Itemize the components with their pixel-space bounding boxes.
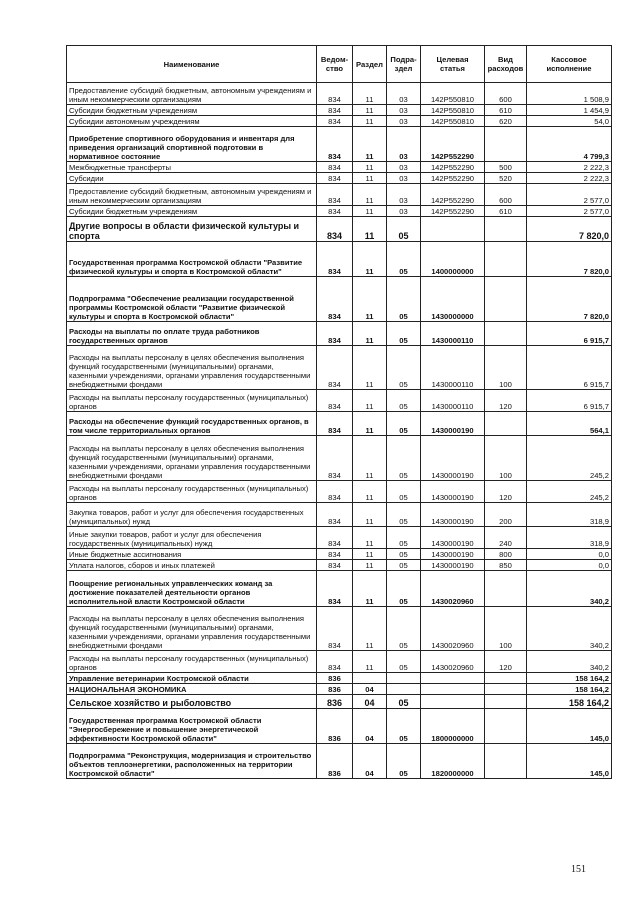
row-section: 11: [353, 571, 387, 607]
table-row: [67, 127, 612, 162]
row-target: [421, 695, 485, 709]
table-row: [67, 184, 612, 206]
row-name: Управление ветеринарии Костромской области: [67, 673, 317, 684]
table-body: [67, 83, 612, 779]
row-target: 1430000110: [421, 322, 485, 346]
row-name: Предоставление субсидий бюджетным, автономным учреждениям и иным некоммерческим организациям: [67, 83, 317, 105]
header-subsection: Подра- здел: [387, 46, 421, 83]
row-type: [485, 242, 527, 277]
row-name: Иные закупки товаров, работ и услуг для обеспечения государственных (муниципальных) нужд: [67, 527, 317, 549]
row-target: 142P552290: [421, 184, 485, 206]
row-type: 100: [485, 436, 527, 481]
row-section: 11: [353, 206, 387, 217]
row-target: 1430000190: [421, 412, 485, 436]
row-subsection: 03: [387, 173, 421, 184]
row-name: Субсидии: [67, 173, 317, 184]
row-section: 11: [353, 346, 387, 390]
row-type: [485, 571, 527, 607]
header-exec: Кассовое исполнение: [527, 46, 612, 83]
table-row: [67, 322, 612, 346]
row-type: 240: [485, 527, 527, 549]
table-row: [67, 549, 612, 560]
row-subsection: 05: [387, 560, 421, 571]
row-section: 11: [353, 322, 387, 346]
row-amount: 7 820,0: [527, 217, 612, 242]
row-type: 600: [485, 184, 527, 206]
row-target: 142P550810: [421, 105, 485, 116]
row-type: [485, 277, 527, 322]
table-row: [67, 651, 612, 673]
row-name: Приобретение спортивного оборудования и инвентаря для приведения организаций спортивной подготовки в нормативное состояние: [67, 127, 317, 162]
table-header-row: [67, 46, 612, 83]
row-subsection: 03: [387, 184, 421, 206]
row-dept: 834: [317, 503, 353, 527]
row-section: 11: [353, 436, 387, 481]
row-target: 142P550810: [421, 116, 485, 127]
row-dept: 834: [317, 277, 353, 322]
row-dept: 834: [317, 83, 353, 105]
row-subsection: 03: [387, 116, 421, 127]
header-section: Раздел: [353, 46, 387, 83]
table-row: [67, 503, 612, 527]
row-dept: 834: [317, 607, 353, 651]
row-dept: 836: [317, 709, 353, 744]
row-amount: 2 577,0: [527, 206, 612, 217]
row-section: 11: [353, 607, 387, 651]
row-amount: 2 577,0: [527, 184, 612, 206]
row-name: Субсидии бюджетным учреждениям: [67, 206, 317, 217]
row-amount: 2 222,3: [527, 162, 612, 173]
row-amount: 318,9: [527, 527, 612, 549]
header-type: Вид расходов: [485, 46, 527, 83]
row-dept: 834: [317, 346, 353, 390]
row-dept: 834: [317, 651, 353, 673]
row-dept: 834: [317, 527, 353, 549]
row-section: 04: [353, 709, 387, 744]
row-type: [485, 673, 527, 684]
row-subsection: 03: [387, 83, 421, 105]
page-number: 151: [571, 864, 586, 875]
row-target: 1430000190: [421, 560, 485, 571]
row-target: 142P552290: [421, 206, 485, 217]
row-dept: 834: [317, 127, 353, 162]
row-name: Сельское хозяйство и рыболовство: [67, 695, 317, 709]
table-row: [67, 607, 612, 651]
row-target: 142P550810: [421, 83, 485, 105]
row-type: [485, 684, 527, 695]
row-subsection: 03: [387, 105, 421, 116]
row-amount: 6 915,7: [527, 390, 612, 412]
row-dept: 836: [317, 695, 353, 709]
row-type: [485, 412, 527, 436]
table-row: [67, 481, 612, 503]
table-row: [67, 206, 612, 217]
row-amount: 1 508,9: [527, 83, 612, 105]
row-dept: 834: [317, 206, 353, 217]
row-subsection: [387, 684, 421, 695]
row-amount: 0,0: [527, 549, 612, 560]
row-type: 800: [485, 549, 527, 560]
row-name: Иные бюджетные ассигнования: [67, 549, 317, 560]
row-amount: 340,2: [527, 571, 612, 607]
row-amount: 158 164,2: [527, 673, 612, 684]
row-subsection: 05: [387, 744, 421, 779]
row-name: Расходы на выплаты персоналу государственных (муниципальных) органов: [67, 651, 317, 673]
row-amount: 7 820,0: [527, 242, 612, 277]
row-dept: 836: [317, 684, 353, 695]
row-dept: 834: [317, 162, 353, 173]
row-subsection: 05: [387, 346, 421, 390]
row-target: 1400000000: [421, 242, 485, 277]
row-type: 120: [485, 481, 527, 503]
row-subsection: 05: [387, 695, 421, 709]
table-row: [67, 217, 612, 242]
row-subsection: 05: [387, 242, 421, 277]
row-type: 610: [485, 206, 527, 217]
row-section: 11: [353, 127, 387, 162]
row-dept: 834: [317, 390, 353, 412]
table-row: [67, 83, 612, 105]
row-section: 11: [353, 503, 387, 527]
row-dept: 834: [317, 481, 353, 503]
row-amount: 158 164,2: [527, 684, 612, 695]
row-dept: 836: [317, 673, 353, 684]
row-subsection: 05: [387, 651, 421, 673]
row-dept: 834: [317, 184, 353, 206]
budget-table: [66, 45, 612, 779]
row-type: 500: [485, 162, 527, 173]
row-section: 04: [353, 695, 387, 709]
row-name: Расходы на выплаты персоналу государственных (муниципальных) органов: [67, 390, 317, 412]
row-dept: 834: [317, 217, 353, 242]
row-type: 200: [485, 503, 527, 527]
row-amount: 158 164,2: [527, 695, 612, 709]
table-row: [67, 242, 612, 277]
row-amount: 7 820,0: [527, 277, 612, 322]
row-dept: 834: [317, 549, 353, 560]
row-amount: 145,0: [527, 744, 612, 779]
table-row: [67, 436, 612, 481]
row-subsection: 05: [387, 277, 421, 322]
row-section: 11: [353, 242, 387, 277]
row-subsection: 05: [387, 436, 421, 481]
table-row: [67, 105, 612, 116]
row-target: 142P552290: [421, 162, 485, 173]
row-dept: 834: [317, 105, 353, 116]
row-amount: 2 222,3: [527, 173, 612, 184]
table-row: [67, 162, 612, 173]
row-amount: 318,9: [527, 503, 612, 527]
row-target: 1430020960: [421, 651, 485, 673]
row-name: Предоставление субсидий бюджетным, автономным учреждениям и иным некоммерческим организациям: [67, 184, 317, 206]
row-target: 1430000190: [421, 436, 485, 481]
row-type: 600: [485, 83, 527, 105]
row-amount: 6 915,7: [527, 322, 612, 346]
row-name: Субсидии бюджетным учреждениям: [67, 105, 317, 116]
row-section: 11: [353, 184, 387, 206]
table-row: [67, 560, 612, 571]
row-target: 1430000000: [421, 277, 485, 322]
row-subsection: 05: [387, 217, 421, 242]
table-row: [67, 695, 612, 709]
row-target: [421, 684, 485, 695]
row-section: 11: [353, 277, 387, 322]
row-section: 11: [353, 217, 387, 242]
row-name: Расходы на выплаты по оплате труда работников государственных органов: [67, 322, 317, 346]
row-amount: 1 454,9: [527, 105, 612, 116]
row-name: Государственная программа Костромской области "Развитие физической культуры и спорта в Костромской области": [67, 242, 317, 277]
row-name: Расходы на выплаты персоналу в целях обеспечения выполнения функций государственными (муниципальными) органами, казенными учреждениями, органами управления государственными внебюджетными фондами: [67, 607, 317, 651]
row-dept: 836: [317, 744, 353, 779]
row-name: Расходы на обеспечение функций государственных органов, в том числе территориальных органов: [67, 412, 317, 436]
row-type: 120: [485, 651, 527, 673]
row-section: 11: [353, 173, 387, 184]
row-target: 1430000190: [421, 549, 485, 560]
row-subsection: [387, 673, 421, 684]
header-dept: Ведом- ство: [317, 46, 353, 83]
row-amount: 145,0: [527, 709, 612, 744]
row-amount: 245,2: [527, 481, 612, 503]
row-amount: 6 915,7: [527, 346, 612, 390]
row-type: 610: [485, 105, 527, 116]
row-target: 1430020960: [421, 571, 485, 607]
row-dept: 834: [317, 412, 353, 436]
row-subsection: 05: [387, 503, 421, 527]
row-amount: 564,1: [527, 412, 612, 436]
row-target: 1430000190: [421, 481, 485, 503]
row-type: [485, 744, 527, 779]
table-row: [67, 173, 612, 184]
row-type: [485, 695, 527, 709]
row-dept: 834: [317, 116, 353, 127]
row-section: 11: [353, 162, 387, 173]
row-dept: 834: [317, 560, 353, 571]
row-target: 1430000110: [421, 390, 485, 412]
row-name: НАЦИОНАЛЬНАЯ ЭКОНОМИКА: [67, 684, 317, 695]
row-type: [485, 217, 527, 242]
row-name: Расходы на выплаты персоналу в целях обеспечения выполнения функций государственными (муниципальными) органами, казенными учреждениями, органами управления государственными внебюджетными фондами: [67, 436, 317, 481]
row-section: 11: [353, 549, 387, 560]
row-subsection: 03: [387, 127, 421, 162]
row-subsection: 05: [387, 709, 421, 744]
row-section: 04: [353, 684, 387, 695]
table-row: [67, 744, 612, 779]
row-section: 11: [353, 116, 387, 127]
row-subsection: 05: [387, 390, 421, 412]
row-type: [485, 322, 527, 346]
row-target: 1820000000: [421, 744, 485, 779]
row-dept: 834: [317, 242, 353, 277]
row-type: 520: [485, 173, 527, 184]
row-name: Уплата налогов, сборов и иных платежей: [67, 560, 317, 571]
row-amount: 54,0: [527, 116, 612, 127]
row-section: 11: [353, 651, 387, 673]
row-name: Подпрограмма "Реконструкция, модернизация и строительство объектов теплоэнергетики, расположенных на территории Костромской области": [67, 744, 317, 779]
row-target: 1430000110: [421, 346, 485, 390]
row-target: 1430000190: [421, 503, 485, 527]
row-section: 11: [353, 83, 387, 105]
row-subsection: 05: [387, 527, 421, 549]
header-name: Наименование: [67, 46, 317, 83]
row-target: 142P552290: [421, 173, 485, 184]
table-row: [67, 390, 612, 412]
table-row: [67, 346, 612, 390]
row-name: Государственная программа Костромской области "Энергосбережение и повышение энергетической эффективности Костромской области": [67, 709, 317, 744]
row-type: 120: [485, 390, 527, 412]
row-amount: 340,2: [527, 607, 612, 651]
row-target: 1800000000: [421, 709, 485, 744]
row-type: 100: [485, 607, 527, 651]
row-name: Другие вопросы в области физической культуры и спорта: [67, 217, 317, 242]
row-name: Поощрение региональных управленческих команд за достижение показателей деятельности органов исполнительной власти Костромской области: [67, 571, 317, 607]
row-amount: 0,0: [527, 560, 612, 571]
row-amount: 245,2: [527, 436, 612, 481]
row-name: Закупка товаров, работ и услуг для обеспечения государственных (муниципальных) нужд: [67, 503, 317, 527]
row-section: 04: [353, 744, 387, 779]
row-subsection: 05: [387, 607, 421, 651]
row-name: Подпрограмма "Обеспечение реализации государственной программы Костромской области "Развитие физической культуры и спорта в Костромской области": [67, 277, 317, 322]
table-row: [67, 571, 612, 607]
row-section: 11: [353, 481, 387, 503]
row-dept: 834: [317, 436, 353, 481]
row-subsection: 03: [387, 162, 421, 173]
table-row: [67, 412, 612, 436]
row-type: [485, 127, 527, 162]
row-name: Межбюджетные трансферты: [67, 162, 317, 173]
row-dept: 834: [317, 571, 353, 607]
row-section: 11: [353, 105, 387, 116]
row-subsection: 05: [387, 322, 421, 346]
row-type: 850: [485, 560, 527, 571]
table-row: [67, 673, 612, 684]
table-row: [67, 527, 612, 549]
row-section: 11: [353, 412, 387, 436]
row-type: [485, 709, 527, 744]
row-subsection: 03: [387, 206, 421, 217]
header-target: Целевая статья: [421, 46, 485, 83]
row-section: [353, 673, 387, 684]
row-amount: 4 799,3: [527, 127, 612, 162]
row-type: 620: [485, 116, 527, 127]
table-row: [67, 116, 612, 127]
row-name: Расходы на выплаты персоналу государственных (муниципальных) органов: [67, 481, 317, 503]
row-dept: 834: [317, 322, 353, 346]
row-subsection: 05: [387, 412, 421, 436]
row-target: 1430000190: [421, 527, 485, 549]
row-subsection: 05: [387, 571, 421, 607]
row-target: [421, 673, 485, 684]
row-section: 11: [353, 560, 387, 571]
row-target: 1430020960: [421, 607, 485, 651]
row-dept: 834: [317, 173, 353, 184]
row-type: 100: [485, 346, 527, 390]
row-section: 11: [353, 527, 387, 549]
table-row: [67, 709, 612, 744]
row-subsection: 05: [387, 549, 421, 560]
row-name: Субсидии автономным учреждениям: [67, 116, 317, 127]
table-row: [67, 684, 612, 695]
row-target: 142P552290: [421, 127, 485, 162]
row-target: [421, 217, 485, 242]
row-name: Расходы на выплаты персоналу в целях обеспечения выполнения функций государственными (муниципальными) органами, казенными учреждениями, органами управления государственными внебюджетными фондами: [67, 346, 317, 390]
row-subsection: 05: [387, 481, 421, 503]
row-amount: 340,2: [527, 651, 612, 673]
table-row: [67, 277, 612, 322]
row-section: 11: [353, 390, 387, 412]
